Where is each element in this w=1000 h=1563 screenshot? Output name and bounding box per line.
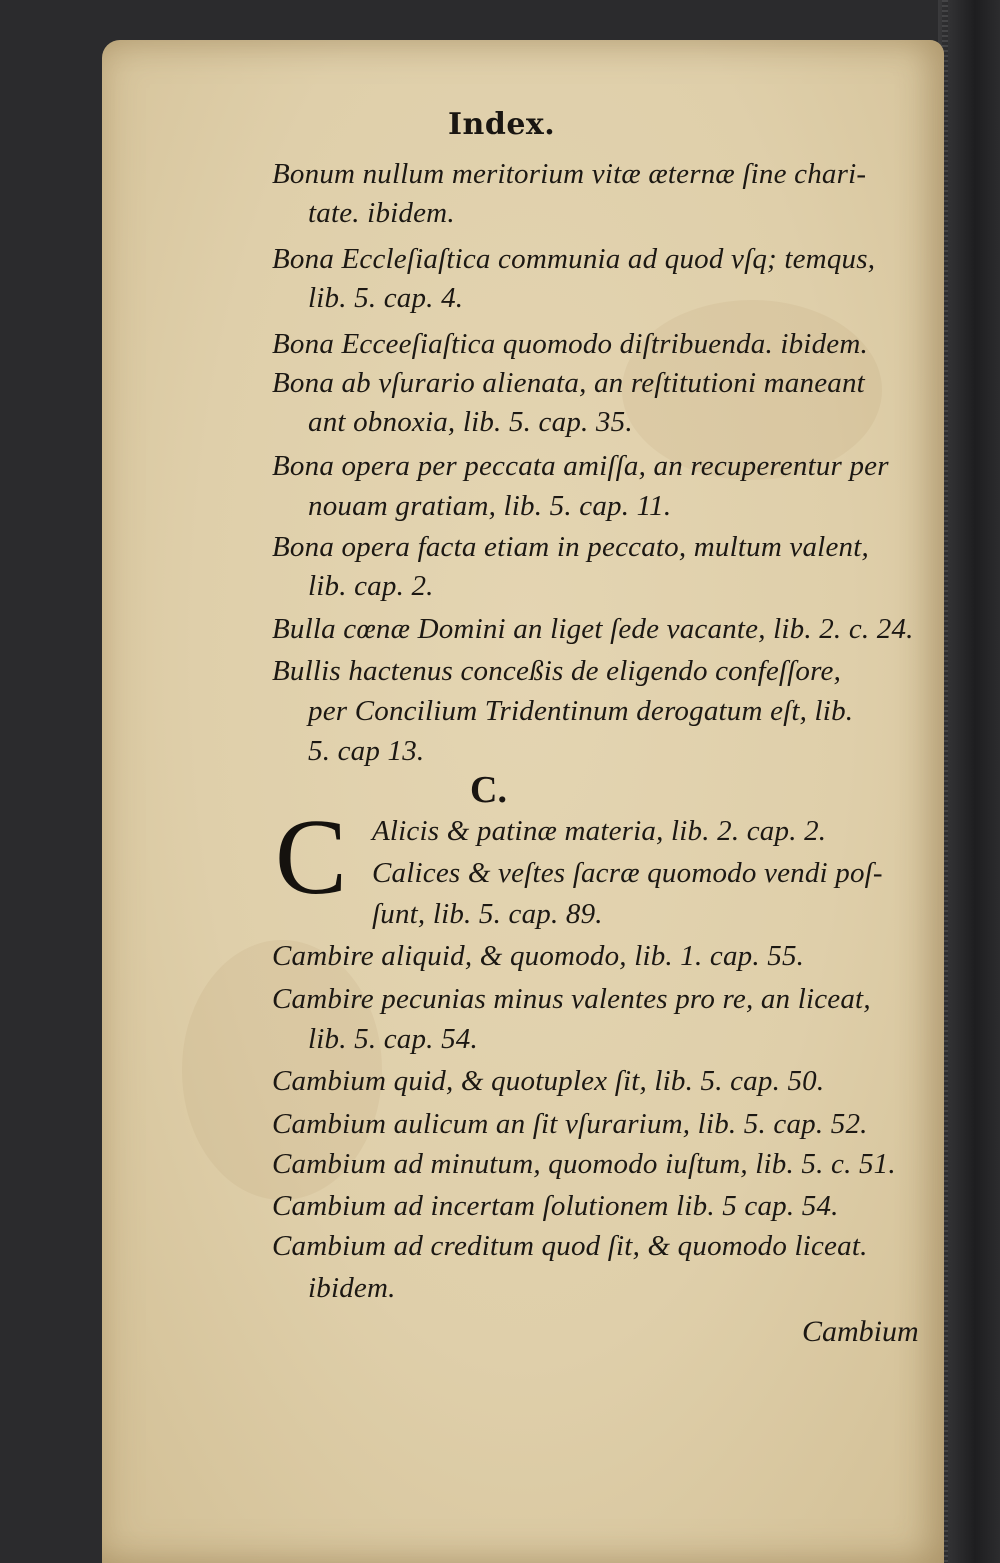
index-line: Bullis hactenus conceßis de eligendo confeſſore, xyxy=(272,655,842,687)
index-line: Calices & veſtes ſacræ quomodo vendi poſ- xyxy=(372,857,883,889)
index-line: ibidem. xyxy=(308,1272,396,1304)
section-letter: C. xyxy=(470,769,507,811)
index-line: 5. cap 13. xyxy=(308,735,425,767)
index-line: Cambium quid, & quotuplex ſit, lib. 5. cap. 50. xyxy=(272,1065,825,1097)
index-line: Bona Ecceeſiaſtica quomodo diſtribuenda. ibidem. xyxy=(272,328,868,360)
index-line: lib. cap. 2. xyxy=(308,570,434,602)
index-line: lib. 5. cap. 4. xyxy=(308,282,464,314)
index-line: Bulla cœnæ Domini an liget ſede vacante, lib. 2. c. 24. xyxy=(272,613,914,645)
index-line: Bona opera facta etiam in peccato, multum valent, xyxy=(272,531,869,563)
index-line: per Concilium Tridentinum derogatum eſt, lib. xyxy=(308,695,854,727)
index-line: Bonum nullum meritorium vitæ æternæ ſine chari- xyxy=(272,158,867,190)
index-line: Cambium ad creditum quod ſit, & quomodo liceat. xyxy=(272,1230,868,1262)
index-line: Bona Eccleſiaſtica communia ad quod vſq; temqus, xyxy=(272,243,876,275)
index-line: ſunt, lib. 5. cap. 89. xyxy=(372,898,603,930)
index-line: nouam gratiam, lib. 5. cap. 11. xyxy=(308,490,672,522)
book-spine-edge xyxy=(938,0,1000,1563)
index-line: tate. ibidem. xyxy=(308,197,455,229)
drop-cap: C xyxy=(275,798,348,917)
index-line: Cambium ad minutum, quomodo iuſtum, lib. 5. c. 51. xyxy=(272,1148,896,1180)
catchword: Cambium xyxy=(802,1315,919,1348)
index-line: Alicis & patinæ materia, lib. 2. cap. 2. xyxy=(372,815,827,847)
index-line: Cambire pecunias minus valentes pro re, an liceat, xyxy=(272,983,871,1015)
index-line: Bona opera per peccata amiſſa, an recuperentur per xyxy=(272,450,889,482)
index-line: lib. 5. cap. 54. xyxy=(308,1023,478,1055)
index-line: Cambire aliquid, & quomodo, lib. 1. cap. 55. xyxy=(272,940,805,972)
index-line: Cambium ad incertam ſolutionem lib. 5 cap. 54. xyxy=(272,1190,839,1222)
running-head: Index. xyxy=(448,107,556,142)
index-line: Cambium aulicum an ſit vſurarium, lib. 5. cap. 52. xyxy=(272,1108,868,1140)
index-line: Bona ab vſurario alienata, an reſtitutioni maneant xyxy=(272,367,865,399)
index-line: ant obnoxia, lib. 5. cap. 35. xyxy=(308,406,633,438)
